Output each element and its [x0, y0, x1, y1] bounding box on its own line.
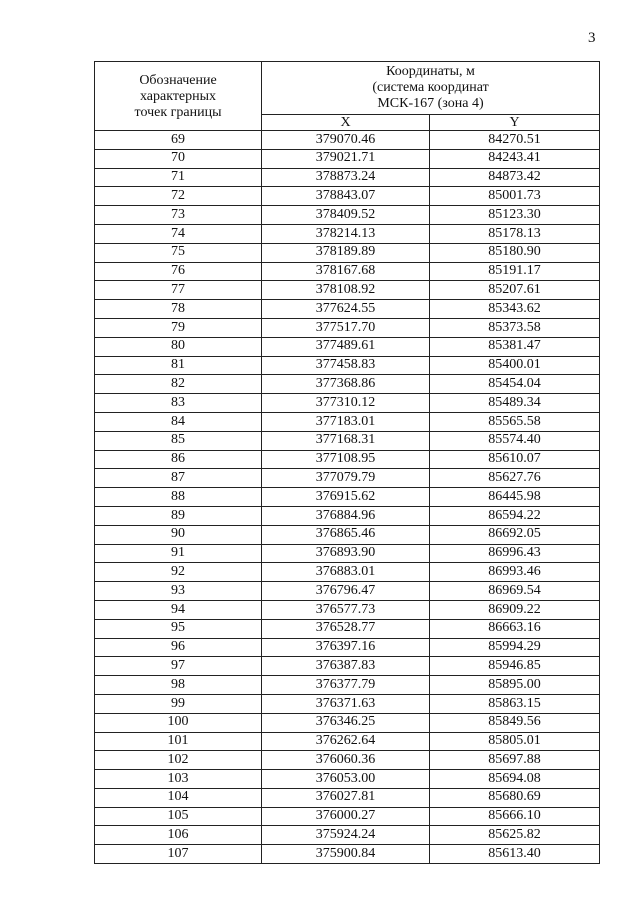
table-row: [95, 149, 600, 168]
point-number-cell: 93: [95, 582, 262, 601]
x-coordinate-cell: 378108.92: [262, 281, 430, 300]
x-coordinate-cell: 376528.77: [262, 619, 430, 638]
y-coordinate-cell: 85400.01: [430, 356, 600, 375]
table-row: [95, 243, 600, 262]
point-number-cell: 80: [95, 337, 262, 356]
table-row: [95, 676, 600, 695]
x-coordinate-cell: 376387.83: [262, 657, 430, 676]
point-number-cell: 97: [95, 657, 262, 676]
x-coordinate-cell: 377183.01: [262, 412, 430, 431]
point-number-cell: 71: [95, 168, 262, 187]
x-coordinate-cell: 376053.00: [262, 770, 430, 789]
y-coordinate-cell: 85627.76: [430, 469, 600, 488]
y-coordinate-cell: 84873.42: [430, 168, 600, 187]
point-number-cell: 84: [95, 412, 262, 431]
x-coordinate-cell: 376796.47: [262, 582, 430, 601]
x-coordinate-cell: 377368.86: [262, 375, 430, 394]
y-coordinate-cell: 86996.43: [430, 544, 600, 563]
y-coordinate-cell: 85191.17: [430, 262, 600, 281]
y-coordinate-cell: 86663.16: [430, 619, 600, 638]
header-x: X: [262, 115, 430, 131]
x-coordinate-cell: 379021.71: [262, 149, 430, 168]
y-coordinate-cell: 85895.00: [430, 676, 600, 695]
y-coordinate-cell: 86969.54: [430, 582, 600, 601]
y-coordinate-cell: 85001.73: [430, 187, 600, 206]
y-coordinate-cell: 85610.07: [430, 450, 600, 469]
point-number-cell: 94: [95, 600, 262, 619]
x-coordinate-cell: 376346.25: [262, 713, 430, 732]
table-header: [95, 62, 600, 131]
page-number: 3: [588, 30, 596, 46]
point-number-cell: 88: [95, 488, 262, 507]
x-coordinate-cell: 377517.70: [262, 318, 430, 337]
table-row: [95, 431, 600, 450]
x-coordinate-cell: 376000.27: [262, 807, 430, 826]
table-row: [95, 694, 600, 713]
x-coordinate-cell: 376865.46: [262, 525, 430, 544]
point-number-cell: 73: [95, 206, 262, 225]
table-body: [95, 131, 600, 864]
point-number-cell: 103: [95, 770, 262, 789]
x-coordinate-cell: 376027.81: [262, 788, 430, 807]
point-number-cell: 81: [95, 356, 262, 375]
x-coordinate-cell: 376060.36: [262, 751, 430, 770]
point-number-cell: 74: [95, 224, 262, 243]
table-row: [95, 206, 600, 225]
table-row: [95, 469, 600, 488]
y-coordinate-cell: 86909.22: [430, 600, 600, 619]
header-y: Y: [430, 115, 600, 131]
y-coordinate-cell: 85994.29: [430, 638, 600, 657]
x-coordinate-cell: 377489.61: [262, 337, 430, 356]
point-number-cell: 72: [95, 187, 262, 206]
point-number-cell: 104: [95, 788, 262, 807]
x-coordinate-cell: 376377.79: [262, 676, 430, 695]
point-number-cell: 77: [95, 281, 262, 300]
point-number-cell: 69: [95, 131, 262, 150]
y-coordinate-cell: 85574.40: [430, 431, 600, 450]
x-coordinate-cell: 375924.24: [262, 826, 430, 845]
point-number-cell: 102: [95, 751, 262, 770]
table-row: [95, 356, 600, 375]
table-row: [95, 657, 600, 676]
x-coordinate-cell: 377168.31: [262, 431, 430, 450]
table-row: [95, 563, 600, 582]
y-coordinate-cell: 85697.88: [430, 751, 600, 770]
x-coordinate-cell: 376371.63: [262, 694, 430, 713]
point-number-cell: 99: [95, 694, 262, 713]
table-row: [95, 751, 600, 770]
point-number-cell: 98: [95, 676, 262, 695]
point-number-cell: 85: [95, 431, 262, 450]
y-coordinate-cell: 85373.58: [430, 318, 600, 337]
table-row: [95, 788, 600, 807]
x-coordinate-cell: 378167.68: [262, 262, 430, 281]
y-coordinate-cell: 85666.10: [430, 807, 600, 826]
x-coordinate-cell: 377624.55: [262, 300, 430, 319]
point-number-cell: 86: [95, 450, 262, 469]
table-row: [95, 262, 600, 281]
x-coordinate-cell: 377108.95: [262, 450, 430, 469]
table-row: [95, 168, 600, 187]
table-row: [95, 488, 600, 507]
y-coordinate-cell: 86594.22: [430, 506, 600, 525]
y-coordinate-cell: 86692.05: [430, 525, 600, 544]
y-coordinate-cell: 84270.51: [430, 131, 600, 150]
table-row: [95, 582, 600, 601]
x-coordinate-cell: 376577.73: [262, 600, 430, 619]
y-coordinate-cell: 85180.90: [430, 243, 600, 262]
point-number-cell: 79: [95, 318, 262, 337]
point-number-cell: 107: [95, 845, 262, 864]
y-coordinate-cell: 85565.58: [430, 412, 600, 431]
y-coordinate-cell: 85454.04: [430, 375, 600, 394]
y-coordinate-cell: 85680.69: [430, 788, 600, 807]
x-coordinate-cell: 379070.46: [262, 131, 430, 150]
point-number-cell: 90: [95, 525, 262, 544]
y-coordinate-cell: 85863.15: [430, 694, 600, 713]
point-number-cell: 96: [95, 638, 262, 657]
header-points: Обозначение характерных точек границы: [95, 62, 262, 131]
y-coordinate-cell: 85343.62: [430, 300, 600, 319]
point-number-cell: 106: [95, 826, 262, 845]
table-row: [95, 770, 600, 789]
table-row: [95, 713, 600, 732]
point-number-cell: 75: [95, 243, 262, 262]
table-row: [95, 506, 600, 525]
point-number-cell: 76: [95, 262, 262, 281]
y-coordinate-cell: 85849.56: [430, 713, 600, 732]
x-coordinate-cell: 378873.24: [262, 168, 430, 187]
x-coordinate-cell: 376884.96: [262, 506, 430, 525]
table-row: [95, 375, 600, 394]
y-coordinate-cell: 85178.13: [430, 224, 600, 243]
y-coordinate-cell: 86993.46: [430, 563, 600, 582]
x-coordinate-cell: 376893.90: [262, 544, 430, 563]
table-row: [95, 224, 600, 243]
point-number-cell: 101: [95, 732, 262, 751]
table-row: [95, 845, 600, 864]
table-row: [95, 337, 600, 356]
point-number-cell: 70: [95, 149, 262, 168]
y-coordinate-cell: 85381.47: [430, 337, 600, 356]
y-coordinate-cell: 85489.34: [430, 394, 600, 413]
table-row: [95, 544, 600, 563]
y-coordinate-cell: 85694.08: [430, 770, 600, 789]
point-number-cell: 89: [95, 506, 262, 525]
table-row: [95, 525, 600, 544]
x-coordinate-cell: 377458.83: [262, 356, 430, 375]
point-number-cell: 87: [95, 469, 262, 488]
table-row: [95, 619, 600, 638]
point-number-cell: 83: [95, 394, 262, 413]
point-number-cell: 91: [95, 544, 262, 563]
y-coordinate-cell: 85946.85: [430, 657, 600, 676]
table-row: [95, 187, 600, 206]
y-coordinate-cell: 86445.98: [430, 488, 600, 507]
table-row: [95, 450, 600, 469]
table-row: [95, 600, 600, 619]
table-row: [95, 412, 600, 431]
point-number-cell: 82: [95, 375, 262, 394]
table-row: [95, 807, 600, 826]
point-number-cell: 100: [95, 713, 262, 732]
table-row: [95, 732, 600, 751]
y-coordinate-cell: 85207.61: [430, 281, 600, 300]
y-coordinate-cell: 85123.30: [430, 206, 600, 225]
x-coordinate-cell: 378189.89: [262, 243, 430, 262]
y-coordinate-cell: 85805.01: [430, 732, 600, 751]
table-row: [95, 131, 600, 150]
table-row: [95, 826, 600, 845]
x-coordinate-cell: 375900.84: [262, 845, 430, 864]
x-coordinate-cell: 376883.01: [262, 563, 430, 582]
table-row: [95, 300, 600, 319]
y-coordinate-cell: 85613.40: [430, 845, 600, 864]
x-coordinate-cell: 376915.62: [262, 488, 430, 507]
x-coordinate-cell: 378409.52: [262, 206, 430, 225]
point-number-cell: 95: [95, 619, 262, 638]
y-coordinate-cell: 85625.82: [430, 826, 600, 845]
y-coordinate-cell: 84243.41: [430, 149, 600, 168]
x-coordinate-cell: 376397.16: [262, 638, 430, 657]
x-coordinate-cell: 377079.79: [262, 469, 430, 488]
table-row: [95, 318, 600, 337]
coordinates-table: [94, 61, 600, 864]
header-coordinates: Координаты, м (система координат МСК-167 (зона 4): [262, 62, 600, 115]
x-coordinate-cell: 378843.07: [262, 187, 430, 206]
table-row: [95, 281, 600, 300]
point-number-cell: 78: [95, 300, 262, 319]
point-number-cell: 105: [95, 807, 262, 826]
x-coordinate-cell: 377310.12: [262, 394, 430, 413]
table-row: [95, 394, 600, 413]
x-coordinate-cell: 378214.13: [262, 224, 430, 243]
x-coordinate-cell: 376262.64: [262, 732, 430, 751]
table-row: [95, 638, 600, 657]
point-number-cell: 92: [95, 563, 262, 582]
